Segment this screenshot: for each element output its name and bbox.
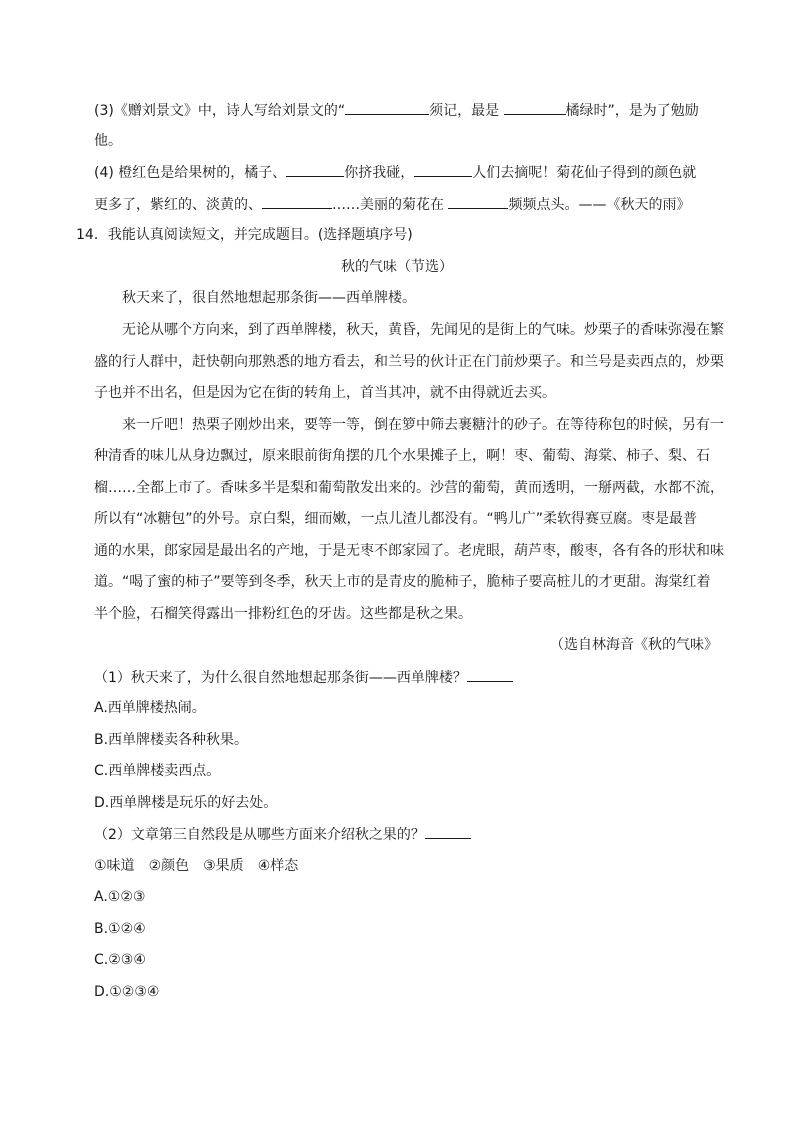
sub1-question-line (94, 667, 513, 688)
q3-text-c: 橘绿时”，是为了勉励 (565, 103, 699, 119)
q4-blank-2[interactable] (414, 162, 472, 177)
sub1-option-c[interactable]: C.西单牌楼卖西点。 (94, 763, 221, 779)
q4-line-2 (94, 194, 690, 215)
sub1-option-a[interactable]: A.西单牌楼热闹。 (94, 700, 206, 716)
q3-text-b: 须记，最是 (429, 103, 504, 119)
sub2-option-d[interactable]: D.①②③④ (94, 984, 160, 1000)
q4-text-a: (4) 橙红色是给果树的，橘子、 (94, 165, 287, 181)
sub2-aspects (94, 856, 298, 876)
sub1-option-b[interactable]: B.西单牌楼卖各种秋果。 (94, 732, 249, 748)
passage-para-2-line-2: 盛的行人群中，赶快朝向那熟悉的地方看去，和兰号的伙计正在门前炒栗子。和兰号是卖西点的，炒栗 (94, 354, 724, 370)
passage-para-3-line-4: 所以有“冰糖包”的外号。京白梨，细而嫩，一点儿渣儿都没有。“鸭儿广”柔软得赛豆腐。枣是最普 (94, 511, 698, 527)
sub1-answer-blank[interactable] (467, 667, 513, 682)
q4-text-f: 频频点头。——《秋天的雨》 (508, 197, 691, 213)
sub1-question: （1）秋天来了，为什么很自然地想起那条街——西单牌楼？ (94, 670, 467, 686)
passage-para-1: 秋天来了，很自然地想起那条街——西单牌楼。 (122, 290, 416, 306)
q3-line-2: 他。 (94, 133, 122, 149)
passage-title: 秋的气味（节选） (341, 259, 453, 275)
passage-para-3-line-3: 榴……全都上市了。香味多半是梨和葡萄散发出来的。沙营的葡萄，黄而透明，一掰两截，水都不流， (94, 480, 724, 496)
passage-para-3-line-7: 半个脸，石榴笑得露出一排粉红色的牙齿。这些都是秋之果。 (94, 606, 472, 622)
passage-para-3-line-5: 通的水果，郎家园是最出名的产地，于是无枣不郎家园了。老虎眼，葫芦枣，酸枣，各有各的形状和味 (94, 543, 724, 559)
passage-source: （选自林海音《秋的气味》 (550, 637, 718, 653)
aspect-3: ③果质 (203, 858, 244, 874)
passage-para-2-line-3: 子也并不出名，但是因为它在街的转角上，首当其冲，就不由得就近去买。 (94, 385, 556, 401)
sub2-option-a[interactable]: A.①②③ (94, 889, 146, 905)
q3-line-1 (94, 100, 699, 121)
q4-text-e: ……美丽的菊花在 (332, 197, 449, 213)
q4-text-b: 你挤我碰， (344, 165, 415, 181)
aspect-4: ④样态 (257, 858, 299, 874)
q4-blank-4[interactable] (448, 194, 508, 209)
q4-text-d: 更多了，紫红的、淡黄的、 (94, 197, 262, 213)
q14-stem: 14．我能认真阅读短文，并完成题目。(选择题填序号) (76, 227, 413, 243)
q4-line-1 (94, 162, 696, 183)
sub2-option-c[interactable]: C.②③④ (94, 952, 146, 968)
q4-blank-3[interactable] (262, 194, 332, 209)
q3-text-a: (3)《赠刘景文》中，诗人写给刘景文的“ (94, 103, 346, 119)
q3-blank-2[interactable] (504, 100, 566, 115)
aspect-1: ①味道 (94, 858, 135, 874)
aspect-2: ②颜色 (148, 858, 190, 874)
sub2-answer-blank[interactable] (425, 824, 471, 839)
sub2-question: （2）文章第三自然段是从哪些方面来介绍秋之果的？ (94, 827, 425, 843)
sub1-option-d[interactable]: D.西单牌楼是玩乐的好去处。 (94, 795, 278, 811)
passage-para-3-line-2: 种清香的味儿从身边飘过，原来眼前街角摆的几个水果摊子上，啊！枣、葡萄、海棠、柿子、梨、石 (94, 448, 710, 464)
q3-blank-1[interactable] (345, 100, 429, 115)
passage-para-2-line-1: 无论从哪个方向来，到了西单牌楼，秋天，黄昏，先闻见的是街上的气味。炒栗子的香味弥漫在繁 (122, 322, 724, 338)
passage-para-3-line-6: 道。“喝了蜜的柿子”要等到冬季，秋天上市的是青皮的脆柿子，脆柿子要高桩儿的才更甜。海棠红着 (94, 574, 711, 590)
q4-blank-1[interactable] (286, 162, 344, 177)
sub2-question-line (94, 824, 471, 845)
q4-text-c: 人们去摘呢！菊花仙子得到的颜色就 (472, 165, 697, 181)
passage-para-3-line-1: 来一斤吧！热栗子刚炒出来，要等一等，倒在箩中筛去裹糖汁的砂子。在等待称包的时候，另有一 (122, 417, 724, 433)
sub2-option-b[interactable]: B.①②④ (94, 921, 146, 937)
